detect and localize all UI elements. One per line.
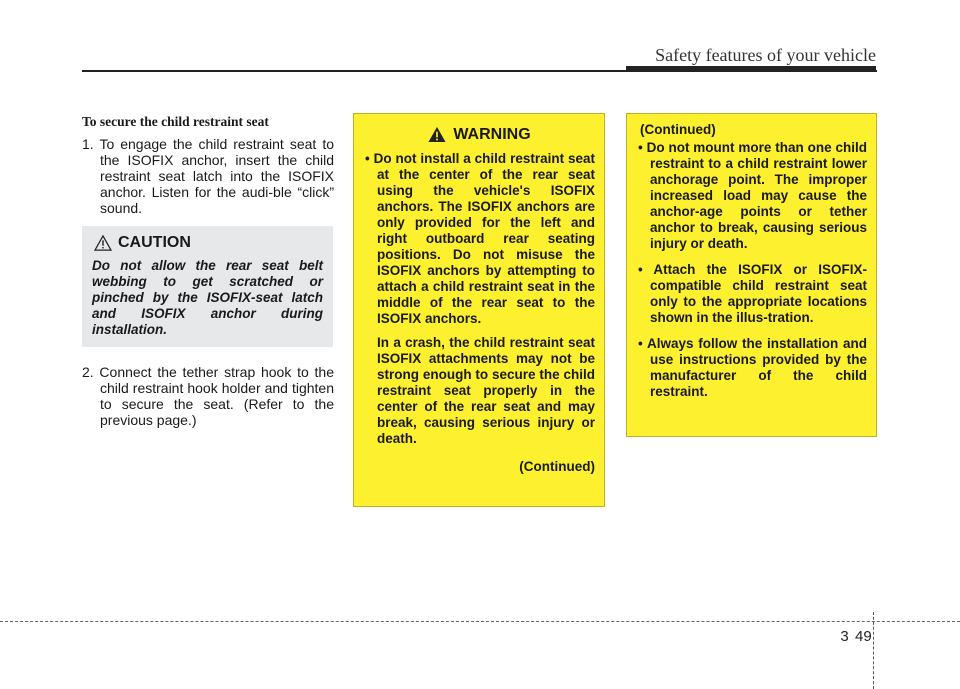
warning-heading <box>363 126 595 143</box>
continued-warning-box <box>626 113 877 437</box>
warning-continued: (Continued) <box>519 459 595 474</box>
header-title: Safety features of your vehicle <box>655 45 876 65</box>
caution-body: Do not allow the rear seat belt webbing to get scratched or pinched by the ISOFIX-seat latch and ISOFIX anchor during installation. <box>92 258 323 337</box>
step-1-text: 1. To engage the child restraint seat to the ISOFIX anchor, insert the child restraint seat latch into the ISOFIX anchor. Listen for the audi-ble “click” sound. <box>82 136 334 216</box>
warning-triangle-icon <box>427 126 447 143</box>
step-2-block <box>82 364 334 428</box>
warning-paragraph: In a crash, the child restraint seat ISOFIX attachments may not be strong enough to secure the child restraint seat properly in the center of the rear seat and may break, causing serious injury or death. <box>377 335 595 446</box>
chapter-number: 3 <box>840 628 849 645</box>
warning-box <box>353 113 605 507</box>
caution-box <box>82 226 333 347</box>
continued-bullet-2: • Attach the ISOFIX or ISOFIX-compatible child restraint seat only to the appropriate locations shown in the illus-tration. <box>638 262 867 325</box>
header-accent-bar <box>626 66 876 72</box>
caution-title: CAUTION <box>118 234 191 251</box>
caution-heading <box>94 234 323 252</box>
page-number <box>840 628 872 645</box>
continued-bullet-3: • Always follow the installation and use instructions provided by the manufacturer of the child restraint. <box>638 336 867 399</box>
page-number-value: 49 <box>855 628 872 645</box>
footer-dashed-divider <box>873 612 875 689</box>
continued-bullet-1: • Do not mount more than one child restraint to a child restraint lower anchorage point. The improper increased load may cause the anchor-age points or tether anchor to break, causing serious injury or death. <box>638 140 867 251</box>
footer-dashed-rule <box>0 621 960 622</box>
warning-bullet-1: • Do not install a child restraint seat at the center of the rear seat using the vehicle's ISOFIX anchors. The ISOFIX anchors are only provided for the left and right outboard rear seating positions. Do not misuse the ISOFIX anchors by attempting to attach a child restraint seat in the middle of the rear seat to the ISOFIX anchors. <box>365 151 595 326</box>
warning-title: WARNING <box>453 125 531 143</box>
caution-triangle-icon <box>94 235 112 251</box>
left-column <box>82 114 334 216</box>
step-2-text: 2. Connect the tether strap hook to the child restraint hook holder and tighten to secure the seat. (Refer to the previous page.) <box>82 364 334 428</box>
section-title: To secure the child restraint seat <box>82 114 269 129</box>
continued-heading: (Continued) <box>640 122 716 137</box>
